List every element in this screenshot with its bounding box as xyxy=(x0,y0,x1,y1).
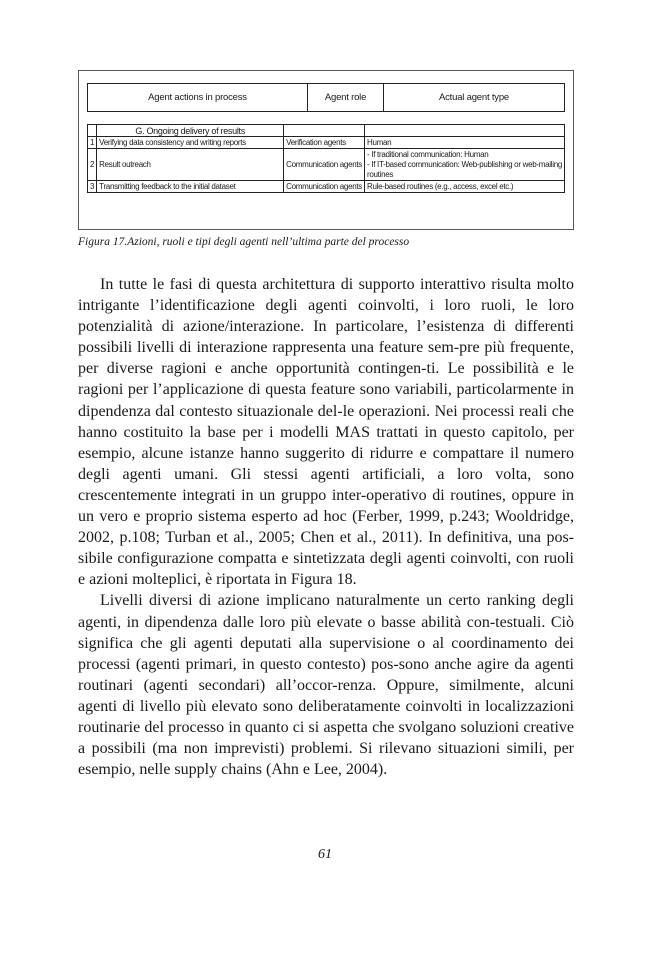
table-header xyxy=(87,83,565,112)
row-number: 3 xyxy=(88,181,97,193)
row-number: 1 xyxy=(88,137,97,149)
row-type-line: - If traditional communication: Human xyxy=(367,149,489,159)
paragraph: In tutte le fasi di questa architettura di supporto interattivo risulta molto intrigante l’identificazione degli agenti coinvolti, i loro ruoli, le loro potenzialità di azione/interazione. In particolare, l’esistenza di differenti possibili livelli di interazione rappresenta una feature sem-pre più frequente, per diverse ragioni e anche opportunità contingen-ti. Le possibilità e le ragioni per l’applicazione di questa feature sono variabili, particolarmente in dipendenza dal contesto situazionale del-le operazioni. Nei processi reali che hanno costituito la base per i modelli MAS trattati in questo capitolo, per esempio, alcune istanze hanno suggerito di ridurre e compattare il numero degli agenti umani. Gli stessi agenti artificiali, a loro volta, sono crescentemente integrati in un gruppo inter-operativo di routines, oppure in un vero e proprio sistema esperto ad hoc (Ferber, 1999, p.243; Wooldridge, 2002, p.108; Turban et al., 2005; Chen et al., 2011). In definitiva, una pos-sibile configurazione compatta e sintetizzata degli agenti coinvolti, con ruoli e azioni molteplici, è riportata in Figura 18. xyxy=(78,276,575,589)
table-row xyxy=(88,149,565,181)
header-agent-role: Agent role xyxy=(307,84,383,111)
figure-table xyxy=(78,70,574,230)
table-row xyxy=(88,181,565,193)
page-number: 61 xyxy=(318,847,332,862)
row-role: Communication agents xyxy=(284,149,365,181)
row-type-line: - If IT-based communication: Web-publishing or web-mailing xyxy=(367,159,562,169)
row-role: Verification agents xyxy=(284,137,365,149)
body-text xyxy=(78,274,574,780)
paragraph: Livelli diversi di azione implicano naturalmente un certo ranking degli agenti, in dipendenza dalle loro più elevate o basse abilità con-testuali. Ciò significa che gli agenti deputati alla supervisione o al coordinamento dei processi (agenti primari, in questo contesto) pos-sono anche agire da agenti routinari (agenti secondari) all’occor-renza. Oppure, similmente, alcuni agenti di livello più elevato sono deliberatamente coinvolti in localizzazioni routinarie del processo in quanto ci si aspetta che svolgano soluzioni creative a possibili (ma non imprevisti) problemi. Si rilevano situazioni simili, per esempio, nelle supply chains (Ahn e Lee, 2004). xyxy=(78,592,575,779)
row-type-line: Human xyxy=(367,137,392,147)
figure-caption: Figura 17.Azioni, ruoli e tipi degli agenti nell’ultima parte del processo xyxy=(78,236,410,248)
row-type xyxy=(365,137,565,149)
row-action: Verifying data consistency and writing reports xyxy=(97,137,284,149)
table-row xyxy=(88,137,565,149)
row-action: Transmitting feedback to the initial dataset xyxy=(97,181,284,193)
table-body xyxy=(87,124,565,193)
row-type xyxy=(365,181,565,193)
section-title-row xyxy=(88,125,565,137)
row-action: Result outreach xyxy=(97,149,284,181)
section-title: G. Ongoing delivery of results xyxy=(97,125,284,137)
row-role: Communication agents xyxy=(284,181,365,193)
row-type-line: routines xyxy=(367,169,394,179)
row-type xyxy=(365,149,565,181)
header-agent-type: Actual agent type xyxy=(383,84,564,111)
row-type-line: Rule-based routines (e.g., access, excel etc.) xyxy=(367,181,514,191)
header-agent-actions: Agent actions in process xyxy=(148,92,247,103)
row-number: 2 xyxy=(88,149,97,181)
